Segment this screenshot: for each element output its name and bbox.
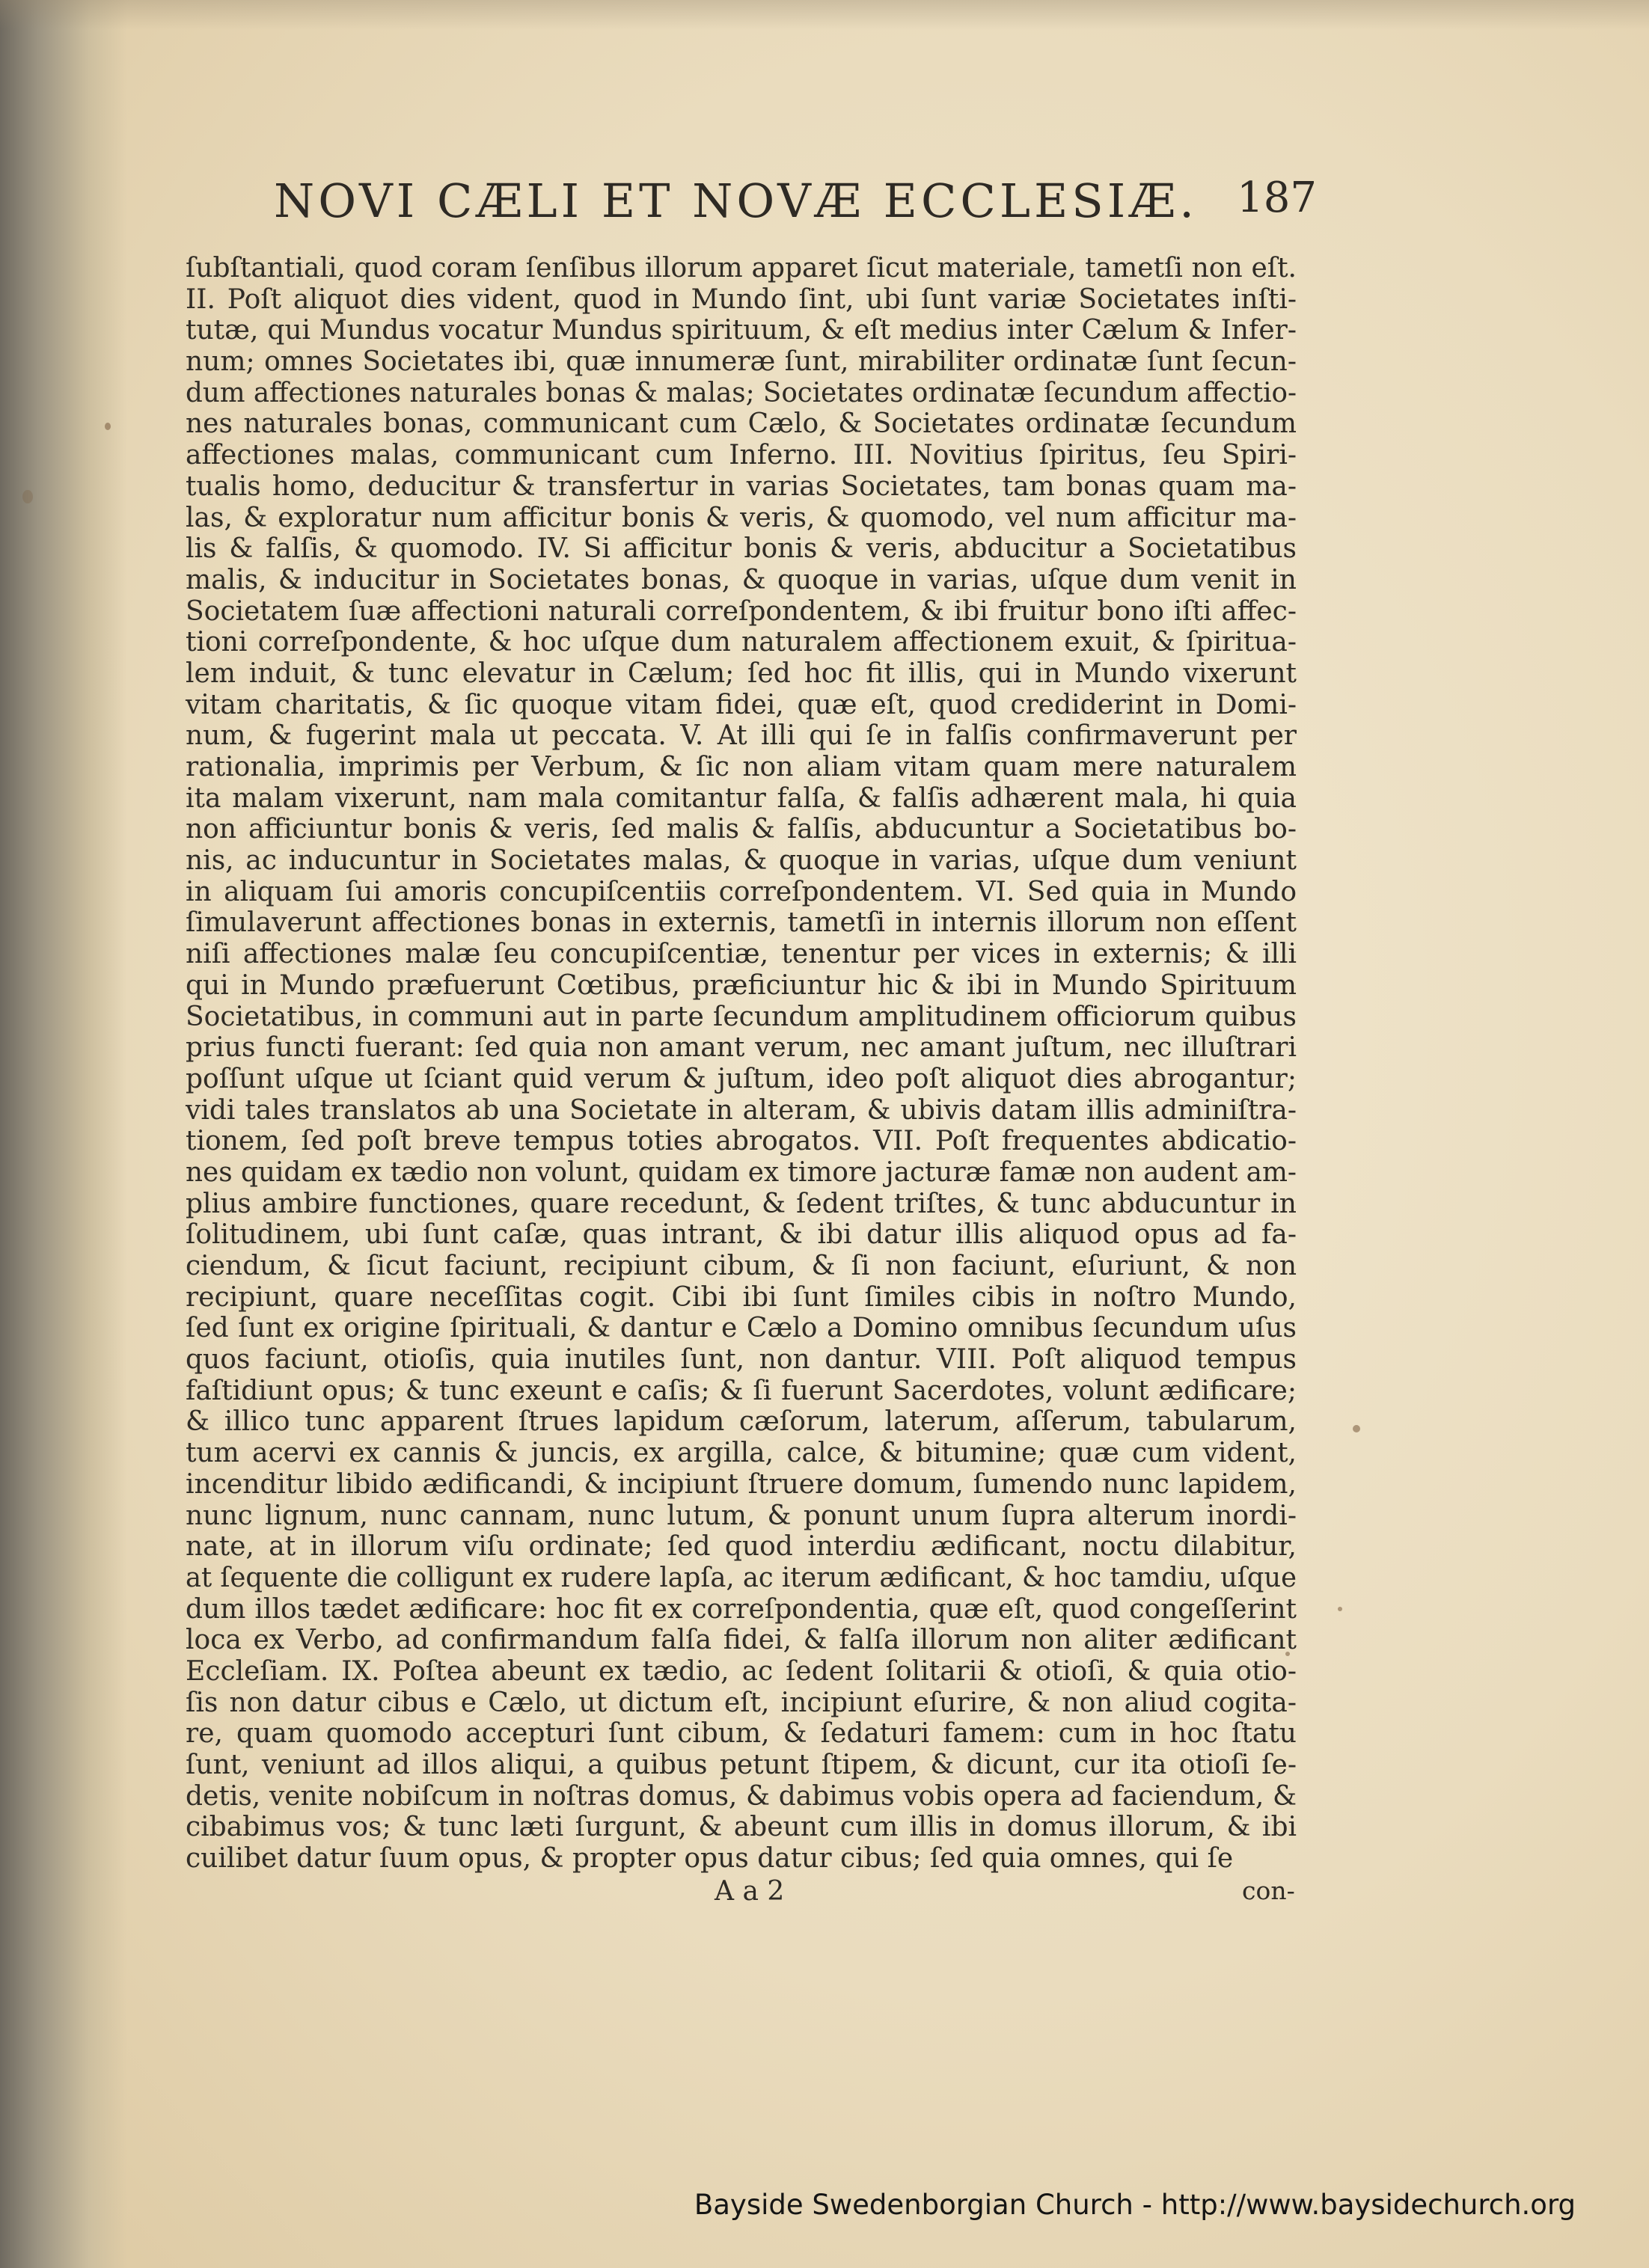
text-line: Eccleſiam. IX. Poſtea abeunt ex tædio, ac ſedent ſolitarii & otioſi, & quia otio- (186, 1655, 1297, 1687)
text-line: recipiunt, quare neceſſitas cogit. Cibi ibi ſunt ſimiles cibis in noſtro Mundo, (186, 1281, 1297, 1313)
text-line: ita malam vixerunt, nam mala comitantur falſa, & falſis adhærent mala, hi quia (186, 782, 1297, 814)
paper-stain (1353, 1425, 1360, 1432)
text-line: II. Poſt aliquot dies vident, quod in Mundo ſint, ubi ſunt variæ Societates inſti- (186, 284, 1297, 315)
text-line: nes naturales bonas, communicant cum Cælo, & Societates ordinatæ ſecundum (186, 408, 1297, 440)
text-line: ſunt, veniunt ad illos aliqui, a quibus petunt ſtipem, & dicunt, cur ita otioſi ſe- (186, 1750, 1297, 1780)
text-line: tutæ, qui Mundus vocatur Mundus spirituum, & eſt medius inter Cælum & Infer- (186, 315, 1297, 346)
text-line: cuilibet datur ſuum opus, & propter opus datur cibus; ſed quia omnes, qui ſe (186, 1843, 1234, 1875)
binding-shadow (0, 0, 127, 2268)
page-number: 187 (1237, 174, 1317, 222)
text-line: tualis homo, deducitur & transfertur in varias Societates, tam bonas quam ma- (186, 471, 1297, 502)
text-line: Societatibus, in communi aut in parte ſecundum amplitudinem officiorum quibus (186, 1001, 1297, 1032)
page-header (269, 174, 1317, 233)
signature-mark: A a 2 (715, 1876, 785, 1907)
top-edge-shadow (0, 0, 1649, 30)
text-line: lem induit, & tunc elevatur in Cælum; ſed hoc fit illis, qui in Mundo vixerunt (186, 658, 1297, 689)
text-line: tum acervi ex cannis & juncis, ex argilla, calce, & bitumine; quæ cum vident, (186, 1438, 1297, 1469)
watermark-credit: Bayside Swedenborgian Church - http://www.baysidechurch.org (694, 2189, 1576, 2221)
running-title: NOVI CÆLI ET NOVÆ ECCLESIÆ. (274, 174, 1198, 228)
text-line: non afficiuntur bonis & veris, ſed malis & falſis, abducuntur a Societatibus bo- (186, 814, 1297, 845)
text-line: & illico tunc apparent ſtrues lapidum cæſorum, laterum, aſſerum, tabularum, (186, 1406, 1297, 1438)
text-line: las, & exploratur num afficitur bonis & veris, & quomodo, vel num afficitur ma- (186, 502, 1297, 533)
paper-stain (105, 423, 111, 430)
paper-stain (1338, 1607, 1342, 1611)
text-line: niſi affectiones malæ ſeu concupiſcentiæ, tenentur per vices in externis; & illi (186, 939, 1297, 970)
text-line: incenditur libido ædificandi, & incipiunt ſtruere domum, ſumendo nunc lapidem, (186, 1468, 1297, 1500)
text-line: qui in Mundo præfuerunt Cœtibus, præficiuntur hic & ibi in Mundo Spirituum (186, 969, 1297, 1001)
text-line: num; omnes Societates ibi, quæ innumeræ ſunt, mirabiliter ordinatæ ſunt ſecun- (186, 346, 1297, 378)
text-line: in aliquam ſui amoris concupiſcentiis correſpondentem. VI. Sed quia in Mundo (186, 876, 1297, 907)
text-line: rationalia, imprimis per Verbum, & ſic non aliam vitam quam mere naturalem (186, 752, 1297, 782)
text-line: nate, at in illorum viſu ordinate; ſed quod interdiu ædificant, noctu dilabitur, (186, 1531, 1297, 1563)
text-line: quos faciunt, otioſis, quia inutiles ſunt, non dantur. VIII. Poſt aliquod tempus (186, 1344, 1297, 1376)
text-line: ciendum, & ſicut faciunt, recipiunt cibum, & ſi non faciunt, eſuriunt, & non (186, 1251, 1297, 1281)
catchword: con- (1242, 1876, 1295, 1905)
text-line: ſed ſunt ex origine ſpirituali, & dantur e Cælo a Domino omnibus ſecundum uſus (186, 1313, 1297, 1344)
text-line: ſimulaverunt affectiones bonas in externis, tametſi in internis illorum non eſſent (186, 907, 1297, 939)
text-line: cibabimus vos; & tunc læti ſurgunt, & abeunt cum illis in domus illorum, & ibi (186, 1812, 1297, 1843)
text-line: affectiones malas, communicant cum Inferno. III. Novitius ſpiritus, ſeu Spiri- (186, 440, 1297, 471)
text-line: Societatem ſuæ affectioni naturali correſpondentem, & ibi fruitur bono iſti affec- (186, 595, 1297, 627)
text-line: ſubſtantiali, quod coram ſenſibus illorum apparet ſicut materiale, tametſi non eſt. (186, 253, 1297, 284)
text-line: vitam charitatis, & ſic quoque vitam fidei, quæ eſt, quod crediderint in Domi- (186, 689, 1297, 720)
text-line: loca ex Verbo, ad confirmandum falſa fidei, & falſa illorum non aliter ædificant (186, 1625, 1297, 1656)
text-line: at ſequente die colligunt ex rudere lapſa, ac iterum ædificant, & hoc tamdiu, uſque (186, 1562, 1297, 1593)
text-line: faſtidiunt opus; & tunc exeunt e caſis; & ſi fuerunt Sacerdotes, volunt ædificare; (186, 1375, 1297, 1406)
text-line: vidi tales translatos ab una Societate in alteram, & ubivis datam illis adminiſtra- (186, 1094, 1297, 1126)
text-line: nes quidam ex tædio non volunt, quidam ex timore jacturæ famæ non audent am- (186, 1156, 1297, 1188)
text-line: num, & fugerint mala ut peccata. V. At illi qui ſe in falſis confirmaverunt per (186, 720, 1297, 752)
text-line: poſſunt uſque ut ſciant quid verum & juſtum, ideo poſt aliquot dies abrogantur; (186, 1063, 1297, 1094)
text-line: detis, venite nobiſcum in noſtras domus, & dabimus vobis opera ad faciendum, & (186, 1780, 1297, 1812)
text-line: dum illos tædet ædificare: hoc fit ex correſpondentia, quæ eſt, quod congeſſerint (186, 1593, 1297, 1625)
text-line: re, quam quomodo accepturi ſunt cibum, & ſedaturi famem: cum in hoc ſtatu (186, 1718, 1297, 1750)
text-line: nis, ac inducuntur in Societates malas, & quoque in varias, uſque dum veniunt (186, 845, 1297, 877)
paper-stain (22, 490, 33, 503)
text-line: lis & falſis, & quomodo. IV. Si afficitur bonis & veris, abducitur a Societatibus (186, 533, 1297, 565)
text-line: malis, & inducitur in Societates bonas, & quoque in varias, uſque dum venit in (186, 564, 1297, 595)
text-line: tionem, ſed poſt breve tempus toties abrogatos. VII. Poſt frequentes abdicatio- (186, 1126, 1297, 1157)
text-line: plius ambire functiones, quare recedunt, & ſedent triſtes, & tunc abducuntur in (186, 1188, 1297, 1219)
text-line: tioni correſpondente, & hoc uſque dum naturalem affectionem exuit, & ſpiritua- (186, 627, 1297, 658)
text-line: ſolitudinem, ubi ſunt caſæ, quas intrant, & ibi datur illis aliquod opus ad fa- (186, 1219, 1297, 1251)
text-line: nunc lignum, nunc cannam, nunc lutum, & ponunt unum ſupra alterum inordi- (186, 1500, 1297, 1531)
body-text (186, 253, 1297, 1875)
text-line: ſis non datur cibus e Cælo, ut dictum eſt, incipiunt eſurire, & non aliud cogita- (186, 1687, 1297, 1718)
text-line: dum affectiones naturales bonas & malas; Societates ordinatæ ſecundum affectio- (186, 377, 1297, 408)
text-line: prius functi fuerant: ſed quia non amant verum, nec amant juſtum, nec illuſtrari (186, 1032, 1297, 1064)
